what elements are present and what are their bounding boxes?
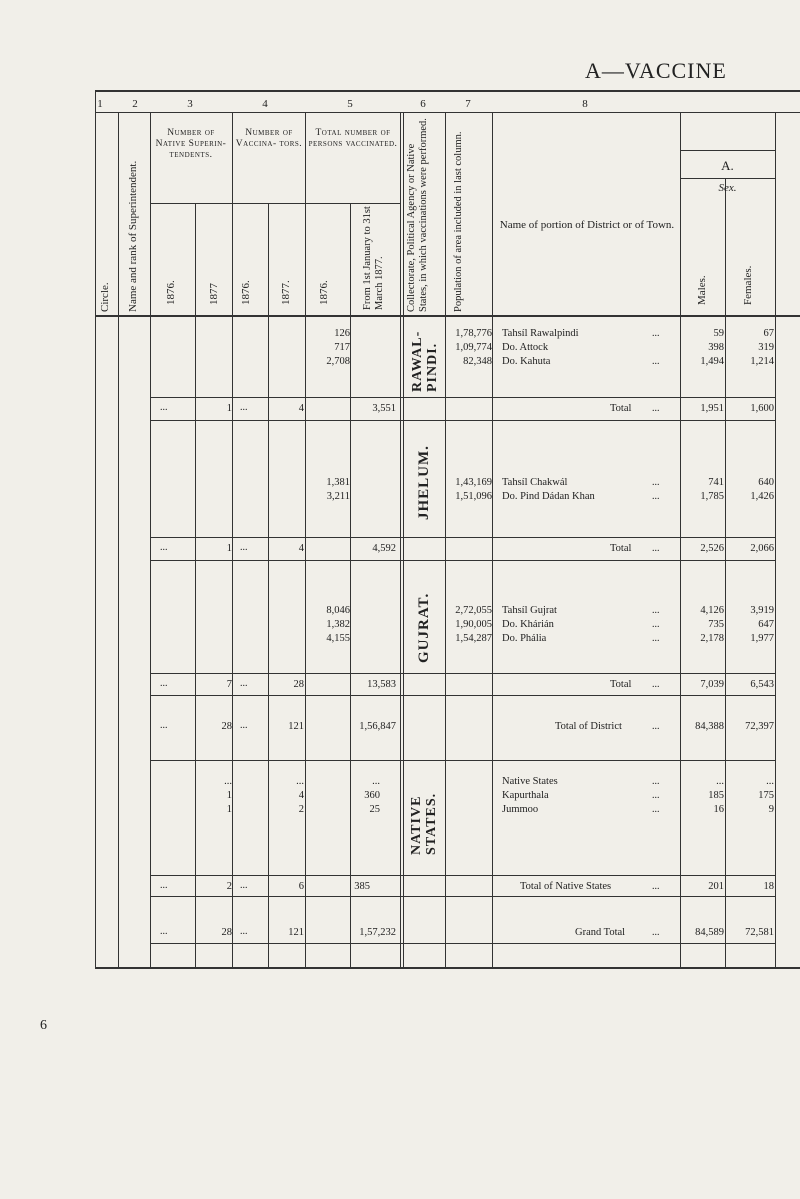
ns-total-dots-c: ... — [652, 881, 660, 892]
gjr-total-vacc: 13,583 — [367, 679, 396, 690]
rwp-total-males: 1,951 — [700, 403, 724, 414]
gjr-females-2: 647 — [758, 619, 774, 630]
rwp-pop-2: 1,09,774 — [455, 342, 492, 353]
gjr-males-1: 4,126 — [700, 605, 724, 616]
rwp-vacc-3: 2,708 — [326, 356, 350, 367]
ns-total-label: Total of Native States — [520, 881, 612, 892]
district-dots-c: ... — [652, 721, 660, 732]
page-number: 6 — [40, 1018, 47, 1033]
vrule-4 — [305, 112, 306, 968]
gjr-dots-3: ... — [652, 633, 660, 644]
rule-5 — [150, 673, 775, 674]
vrule-1 — [118, 112, 119, 968]
rwp-total-dots-c: ... — [652, 403, 660, 414]
jhl-males-2: 1,785 — [700, 491, 724, 502]
jhl-total-vaccinators: 4 — [298, 543, 304, 554]
header-males: Males. — [696, 275, 708, 305]
rule-9 — [150, 896, 775, 897]
rule-3 — [150, 537, 775, 538]
ns-sup-1: 1 — [226, 790, 232, 801]
header-col5-quarter: From 1st January to 31st March 1877. — [362, 206, 385, 310]
gjr-pop-3: 1,54,287 — [455, 633, 492, 644]
ns-total-vacc: 385 — [354, 881, 370, 892]
rwp-total-sup: 1 — [226, 403, 232, 414]
gjr-vacc-2: 1,382 — [326, 619, 350, 630]
ns-vaccinators-2: 2 — [298, 804, 304, 815]
ns-males-1: 185 — [708, 790, 724, 801]
rwp-name-2: Do. Attock — [502, 342, 549, 353]
vrule-4a — [268, 203, 269, 968]
page-title: A—VACCINE — [585, 58, 727, 83]
ns-name-2: Jummoo — [502, 804, 539, 815]
colnum-8: 8 — [582, 98, 588, 110]
colnum-2: 2 — [132, 98, 138, 110]
header-portion-name: Name of portion of District or of Town. — [499, 219, 675, 231]
ns-vacc-1: 360 — [364, 790, 380, 801]
ns-females-2: 9 — [768, 804, 774, 815]
jhl-total-vacc: 4,592 — [372, 543, 396, 554]
header-col5-1876: 1876. — [318, 280, 330, 305]
rwp-females-2: 319 — [758, 342, 774, 353]
jhl-total-sup: 1 — [226, 543, 232, 554]
ns-sup-0: ... — [224, 776, 232, 787]
ns-name-0: Native States — [502, 776, 558, 787]
region-jhelum: JHELUM. — [416, 445, 432, 520]
grand-total-females: 72,581 — [745, 927, 774, 938]
header-a: A. — [721, 158, 734, 173]
colnum-3: 3 — [187, 98, 193, 110]
rule-4 — [150, 560, 775, 561]
gjr-total-dots-c: ... — [652, 679, 660, 690]
gjr-dots-1: ... — [652, 605, 660, 616]
rwp-vacc-1: 126 — [334, 328, 350, 339]
ns-vaccinators-0: ... — [296, 776, 304, 787]
district-total-vaccinators: 121 — [288, 721, 304, 732]
rwp-total-label: Total — [610, 403, 632, 414]
grand-total-males: 84,589 — [695, 927, 724, 938]
vrule-6 — [445, 112, 446, 968]
rwp-name-1: Tahsíl Rawalpindi — [502, 328, 579, 339]
gjr-females-3: 1,977 — [750, 633, 774, 644]
rwp-males-3: 1,494 — [700, 356, 724, 367]
ns-total-males: 201 — [708, 881, 724, 892]
ns-dots-1: ... — [652, 790, 660, 801]
vrule-7 — [492, 112, 493, 968]
vrule-5a — [350, 203, 351, 968]
ns-total-vaccinators: 6 — [298, 881, 304, 892]
colnum-7: 7 — [465, 98, 471, 110]
ns-vacc-2: 25 — [369, 804, 380, 815]
jhl-total-females: 2,066 — [750, 543, 774, 554]
gjr-vacc-3: 4,155 — [326, 633, 350, 644]
gjr-vacc-1: 8,046 — [326, 605, 350, 616]
rwp-males-1: 59 — [713, 328, 724, 339]
rwp-males-2: 398 — [708, 342, 724, 353]
subhead-rule — [150, 203, 400, 204]
colnum-1: 1 — [97, 98, 103, 110]
header-col3-1877: 1877 — [208, 283, 220, 305]
jhl-females-1: 640 — [758, 477, 774, 488]
colnum-4: 4 — [262, 98, 268, 110]
rule-7 — [150, 760, 775, 761]
grand-dots-c: ... — [652, 927, 660, 938]
jhl-total-label: Total — [610, 543, 632, 554]
jhl-vacc-1: 1,381 — [326, 477, 350, 488]
ns-total-dots-b: ... — [240, 880, 248, 891]
vrule-5 — [400, 112, 401, 968]
gjr-total-sup: 7 — [226, 679, 232, 690]
gjr-males-2: 735 — [708, 619, 724, 630]
vrule-2 — [150, 112, 151, 968]
top-rule — [95, 90, 800, 92]
header-col4-1876: 1876. — [240, 280, 252, 305]
jhl-name-2: Do. Pind Dádan Khan — [502, 491, 595, 502]
gjr-pop-1: 2,72,055 — [455, 605, 492, 616]
rule-10 — [150, 943, 775, 944]
district-total-sup: 28 — [221, 721, 232, 732]
vrule-5b — [403, 112, 404, 968]
region-gujrat: GUJRAT. — [416, 592, 432, 663]
jhl-males-1: 741 — [708, 477, 724, 488]
header-females: Females. — [742, 265, 754, 305]
rwp-total-vacc: 3,551 — [372, 403, 396, 414]
gjr-total-vaccinators: 28 — [293, 679, 304, 690]
ns-females-1: 175 — [758, 790, 774, 801]
jhl-females-2: 1,426 — [750, 491, 774, 502]
grand-total-sup: 28 — [221, 927, 232, 938]
district-dots-a: ... — [160, 720, 168, 731]
grand-dots-b: ... — [240, 926, 248, 937]
rwp-females-3: 1,214 — [750, 356, 774, 367]
gjr-dots-2: ... — [652, 619, 660, 630]
district-total-males: 84,388 — [695, 721, 724, 732]
gjr-pop-2: 1,90,005 — [455, 619, 492, 630]
header-total-vaccinated: Total number of persons vaccinated. — [308, 128, 398, 149]
rwp-dots-3: ... — [652, 356, 660, 367]
jhl-pop-1: 1,43,169 — [455, 477, 492, 488]
header-native-superintendents: Number of Native Superin- tendents. — [155, 128, 227, 160]
gjr-name-3: Do. Phália — [502, 633, 547, 644]
rule-1 — [150, 397, 775, 398]
rule-8 — [150, 875, 775, 876]
rwp-pop-3: 82,348 — [463, 356, 492, 367]
ns-males-2: 16 — [713, 804, 724, 815]
ns-females-0: ... — [766, 776, 774, 787]
header-circle: Circle. — [99, 282, 111, 312]
rwp-total-dots-b: ... — [240, 402, 248, 413]
vrule-0 — [95, 90, 96, 968]
gjr-total-dots-b: ... — [240, 678, 248, 689]
gjr-females-1: 3,919 — [750, 605, 774, 616]
ns-total-females: 18 — [763, 881, 774, 892]
gjr-total-males: 7,039 — [700, 679, 724, 690]
jhl-total-dots-c: ... — [652, 543, 660, 554]
grand-dots-a: ... — [160, 926, 168, 937]
jhl-total-males: 2,526 — [700, 543, 724, 554]
header-population: Population of area included in last column. — [453, 131, 464, 312]
rwp-females-1: 67 — [763, 328, 774, 339]
gjr-name-2: Do. Khárián — [502, 619, 554, 630]
ns-dots-0: ... — [652, 776, 660, 787]
ns-dots-2: ... — [652, 804, 660, 815]
district-total-females: 72,397 — [745, 721, 774, 732]
vrule-8 — [680, 112, 681, 968]
gjr-name-1: Tahsíl Gujrat — [502, 605, 557, 616]
header-col3-1876: 1876. — [165, 280, 177, 305]
header-rule — [95, 315, 800, 317]
header-vaccinators: Number of Vaccina- tors. — [235, 128, 303, 149]
header-col4-1877: 1877. — [280, 280, 292, 305]
rule-6 — [150, 695, 775, 696]
rwp-total-vaccinators: 4 — [298, 403, 304, 414]
vrule-3a — [195, 203, 196, 968]
rwp-vacc-2: 717 — [334, 342, 350, 353]
header-sex: Sex. — [718, 182, 737, 194]
rwp-name-3: Do. Kahuta — [502, 356, 551, 367]
rwp-dots-1: ... — [652, 328, 660, 339]
a-rule — [680, 150, 775, 151]
ns-sup-2: 1 — [226, 804, 232, 815]
vrule-10 — [775, 112, 776, 968]
ns-name-1: Kapurthala — [502, 790, 549, 801]
gjr-total-label: Total — [610, 679, 632, 690]
ns-total-sup: 2 — [226, 881, 232, 892]
gjr-total-dots-a: ... — [160, 678, 168, 689]
jhl-pop-2: 1,51,096 — [455, 491, 492, 502]
ns-males-0: ... — [716, 776, 724, 787]
jhl-dots-1: ... — [652, 477, 660, 488]
jhl-name-1: Tahsíl Chakwál — [502, 477, 568, 488]
grand-total-vacc: 1,57,232 — [359, 927, 396, 938]
gjr-males-3: 2,178 — [700, 633, 724, 644]
grand-total-vaccinators: 121 — [288, 927, 304, 938]
header-collectorate: Collectorate, Political Agency or Native States, in which vaccinations were performed. — [406, 118, 429, 312]
colnum-6: 6 — [420, 98, 426, 110]
colnum-rule — [95, 112, 800, 113]
district-total-vacc: 1,56,847 — [359, 721, 396, 732]
rwp-pop-1: 1,78,776 — [455, 328, 492, 339]
header-superintendent: Name and rank of Superintendent. — [127, 160, 139, 312]
rwp-total-females: 1,600 — [750, 403, 774, 414]
bottom-rule — [95, 967, 800, 969]
sex-rule — [680, 178, 775, 179]
jhl-total-dots-a: ... — [160, 542, 168, 553]
rwp-total-dots-a: ... — [160, 402, 168, 413]
region-rawalpindi: RAWAL- PINDI. — [410, 330, 440, 392]
vrule-3 — [232, 112, 233, 968]
colnum-5: 5 — [347, 98, 353, 110]
jhl-total-dots-b: ... — [240, 542, 248, 553]
ns-vacc-0: ... — [372, 776, 380, 787]
vrule-9 — [725, 178, 726, 968]
rule-2 — [150, 420, 775, 421]
ns-total-dots-a: ... — [160, 880, 168, 891]
grand-total-label: Grand Total — [575, 927, 626, 938]
jhl-dots-2: ... — [652, 491, 660, 502]
district-dots-b: ... — [240, 720, 248, 731]
district-total-label: Total of District — [555, 721, 622, 732]
region-native-states: NATIVE STATES. — [409, 792, 439, 855]
jhl-vacc-2: 3,211 — [326, 491, 350, 502]
gjr-total-females: 6,543 — [750, 679, 774, 690]
ns-vaccinators-1: 4 — [298, 790, 304, 801]
